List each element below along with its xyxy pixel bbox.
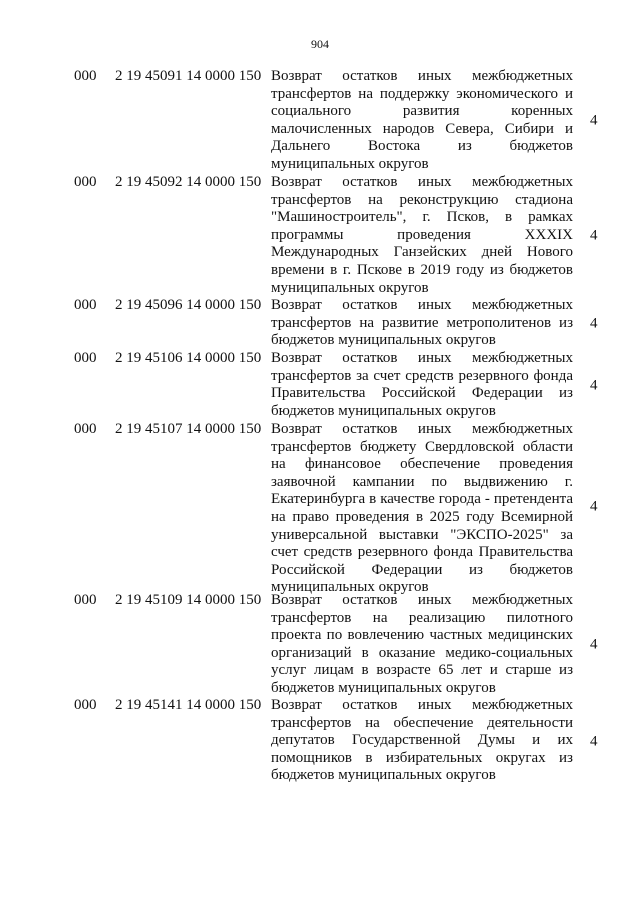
row-value: 4 — [590, 315, 598, 331]
row-value: 4 — [590, 498, 598, 514]
row-description: Возврат остатков иных межбюджетных трансфертов на поддержку экономического и социального развития коренных малочисленных народов Севера, Сибири и Дальнего Востока из бюджетов муниципальных округов — [271, 68, 573, 172]
row-description: Возврат остатков иных межбюджетных трансфертов на развитие метрополитенов из бюджетов муниципальных округов — [271, 297, 573, 349]
classification-code: 2 19 45091 14 0000 150 — [115, 68, 262, 84]
classification-code: 2 19 45106 14 0000 150 — [115, 350, 262, 366]
row-description: Возврат остатков иных межбюджетных трансфертов на реконструкцию стадиона "Машиностроитель", г. Псков, в рамках программы проведения XXXIX Международных Ганзейских дней Нового времени в г. Пскове в 2019 году из бюджетов муниципальных округов — [271, 174, 573, 296]
table-row — [0, 350, 640, 421]
table-row — [0, 697, 640, 787]
row-description: Возврат остатков иных межбюджетных трансфертов бюджету Свердловской области на финансовое обеспечение проведения заявочной кампании по выдвижению г. Екатеринбурга в качестве города - претендента на право проведения в 2025 году Всемирной универсальной выставки "ЭКСПО-2025" за счет средств резервного фонда Правительства Российской Федерации из бюджетов муниципальных округов — [271, 421, 573, 596]
admin-code: 000 — [74, 421, 97, 437]
revenue-code-table — [0, 68, 640, 787]
row-value: 4 — [590, 636, 598, 652]
classification-code: 2 19 45107 14 0000 150 — [115, 421, 262, 437]
admin-code: 000 — [74, 174, 97, 190]
page-number: 904 — [311, 37, 329, 51]
row-description: Возврат остатков иных межбюджетных трансфертов на обеспечение деятельности депутатов Государственной Думы и их помощников в избирательных округах из бюджетов муниципальных округов — [271, 697, 573, 784]
admin-code: 000 — [74, 592, 97, 608]
row-description: Возврат остатков иных межбюджетных трансфертов за счет средств резервного фонда Правительства Российской Федерации из бюджетов муниципальных округов — [271, 350, 573, 419]
admin-code: 000 — [74, 697, 97, 713]
row-value: 4 — [590, 733, 598, 750]
table-row — [0, 592, 640, 697]
admin-code: 000 — [74, 350, 97, 366]
admin-code: 000 — [74, 297, 97, 313]
table-row — [0, 421, 640, 596]
table-row — [0, 174, 640, 297]
classification-code: 2 19 45096 14 0000 150 — [115, 297, 262, 313]
table-row — [0, 68, 640, 174]
classification-code: 2 19 45109 14 0000 150 — [115, 592, 262, 608]
classification-code: 2 19 45092 14 0000 150 — [115, 174, 262, 190]
row-value: 4 — [590, 377, 598, 393]
admin-code: 000 — [74, 68, 97, 84]
row-value: 4 — [590, 112, 598, 129]
table-row — [0, 297, 640, 350]
classification-code: 2 19 45141 14 0000 150 — [115, 697, 262, 713]
row-description: Возврат остатков иных межбюджетных трансфертов на реализацию пилотного проекта по вовлечению частных медицинских организаций в оказание медико-социальных услуг лицам в возрасте 65 лет и старше из бюджетов муниципальных округов — [271, 592, 573, 696]
row-value: 4 — [590, 227, 598, 243]
